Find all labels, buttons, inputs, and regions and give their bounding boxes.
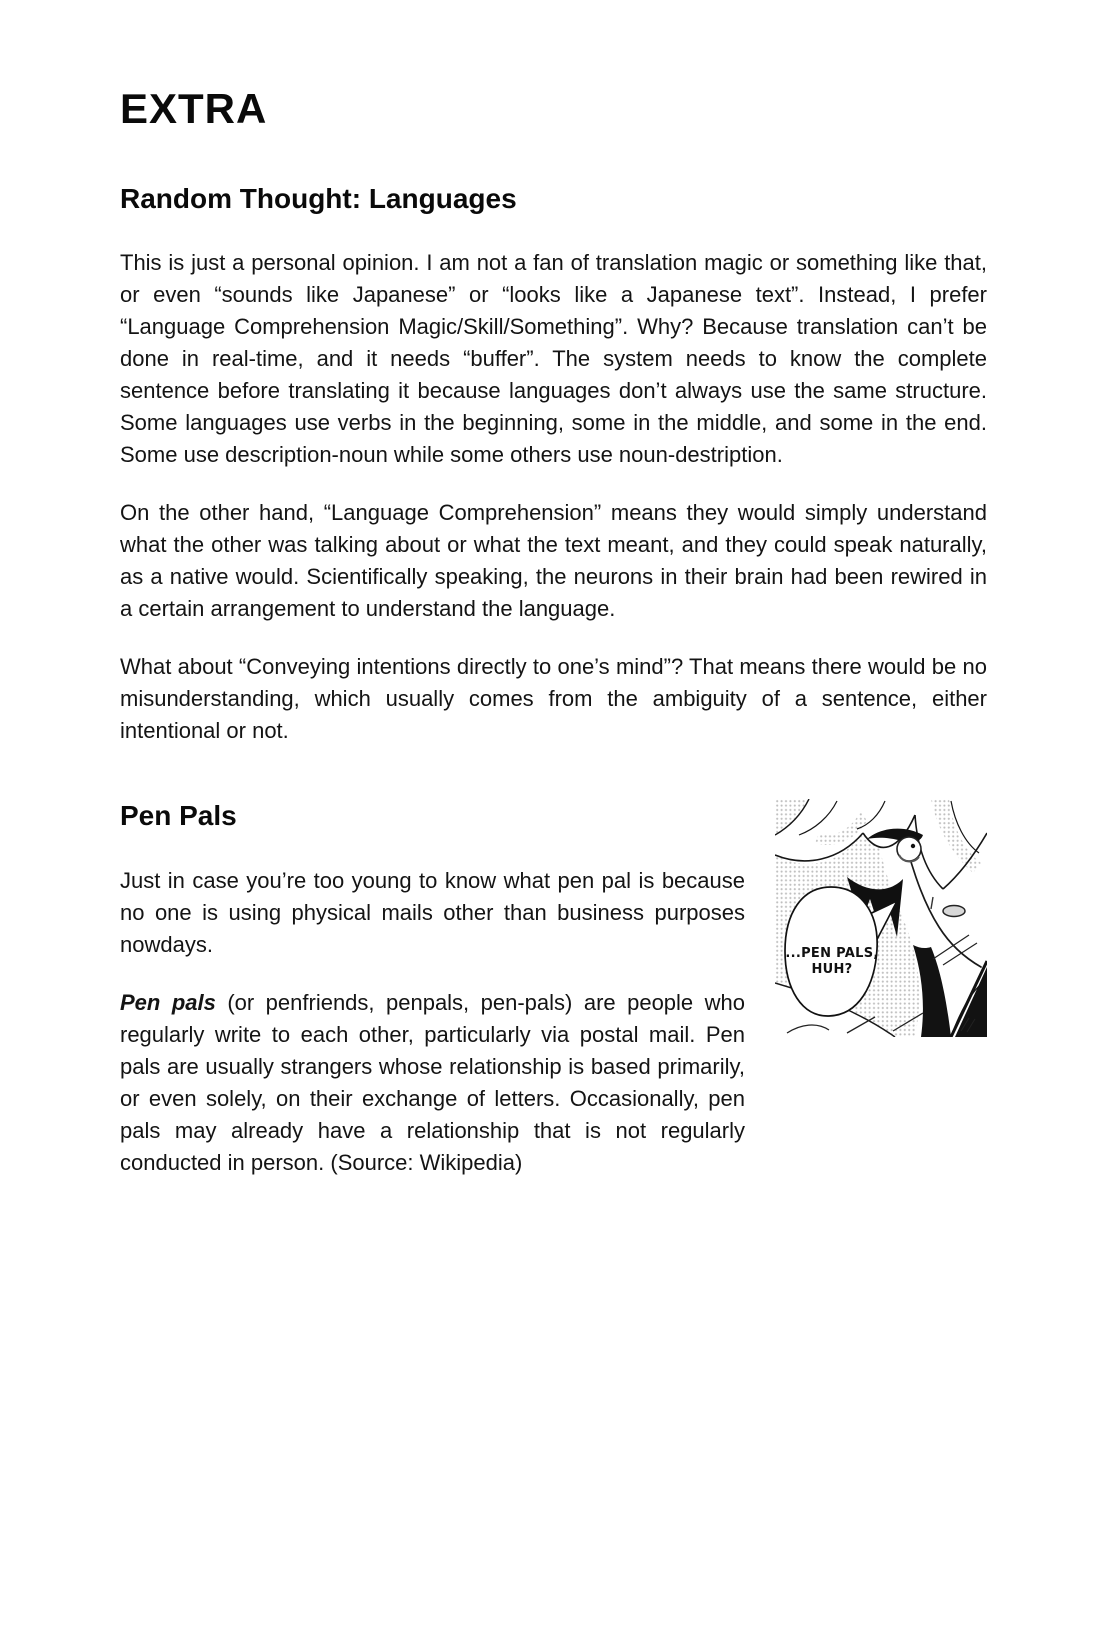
section-languages: [120, 182, 987, 747]
languages-paragraph-1: This is just a personal opinion. I am not a fan of translation magic or something like that, or even “sounds like Japanese” or “looks like a Japanese text”. Instead, I prefer “Language Comprehension Magic/Skill/Something”. Why? Because translation can’t be done in real-time, and it needs “buffer”. The system needs to know the complete sentence before translating it because languages don’t always use the same structure. Some languages use verbs in the beginning, some in the middle, and some in the end. Some use description-noun while some others use noun-destription.: [120, 250, 987, 467]
document-page: [0, 86, 1100, 1639]
section-pen-pals: [120, 799, 987, 1179]
languages-paragraph-3: What about “Conveying intentions directly to one’s mind”? That means there would be no misunderstanding, which usually comes from the ambiguity of a sentence, either intentional or not.: [120, 654, 987, 743]
speech-bubble-line1: ...PEN PALS,: [785, 946, 879, 961]
eye-pupil: [911, 844, 915, 848]
speech-bubble-line2: HUH?: [811, 962, 853, 977]
pen-pals-definition: [120, 987, 745, 1179]
languages-paragraph-2: On the other hand, “Language Comprehension” means they would simply understand what the other was talking about or what the text meant, and they could speak naturally, as a native would. Scientifically speaking, the neurons in their brain had been rewired in a certain arrangement to understand the language.: [120, 500, 987, 621]
pen-pals-definition-rest: (or penfriends, penpals, pen-pals) are people who regularly write to each other, particularly via postal mail. Pen pals are usually strangers whose relationship is based primarily, or even solely, on their exchange of letters. Occasionally, pen pals may already have a relationship that is not regularly conducted in person. (Source: Wikipedia): [120, 990, 745, 1175]
pen-pals-paragraph-1: Just in case you’re too young to know what pen pal is because no one is using physical mails other than business purposes nowdays.: [120, 868, 745, 957]
pen-pals-definition-lead: Pen pals: [120, 990, 216, 1015]
pen-pals-art-column: [775, 799, 987, 1042]
mouth: [943, 906, 965, 917]
pen-pals-text-column: [120, 799, 745, 1179]
section-heading-languages: Random Thought: Languages: [120, 183, 517, 214]
section-heading-pen-pals: Pen Pals: [120, 800, 237, 831]
manga-panel: [775, 799, 987, 1037]
page-title: EXTRA: [120, 85, 268, 132]
